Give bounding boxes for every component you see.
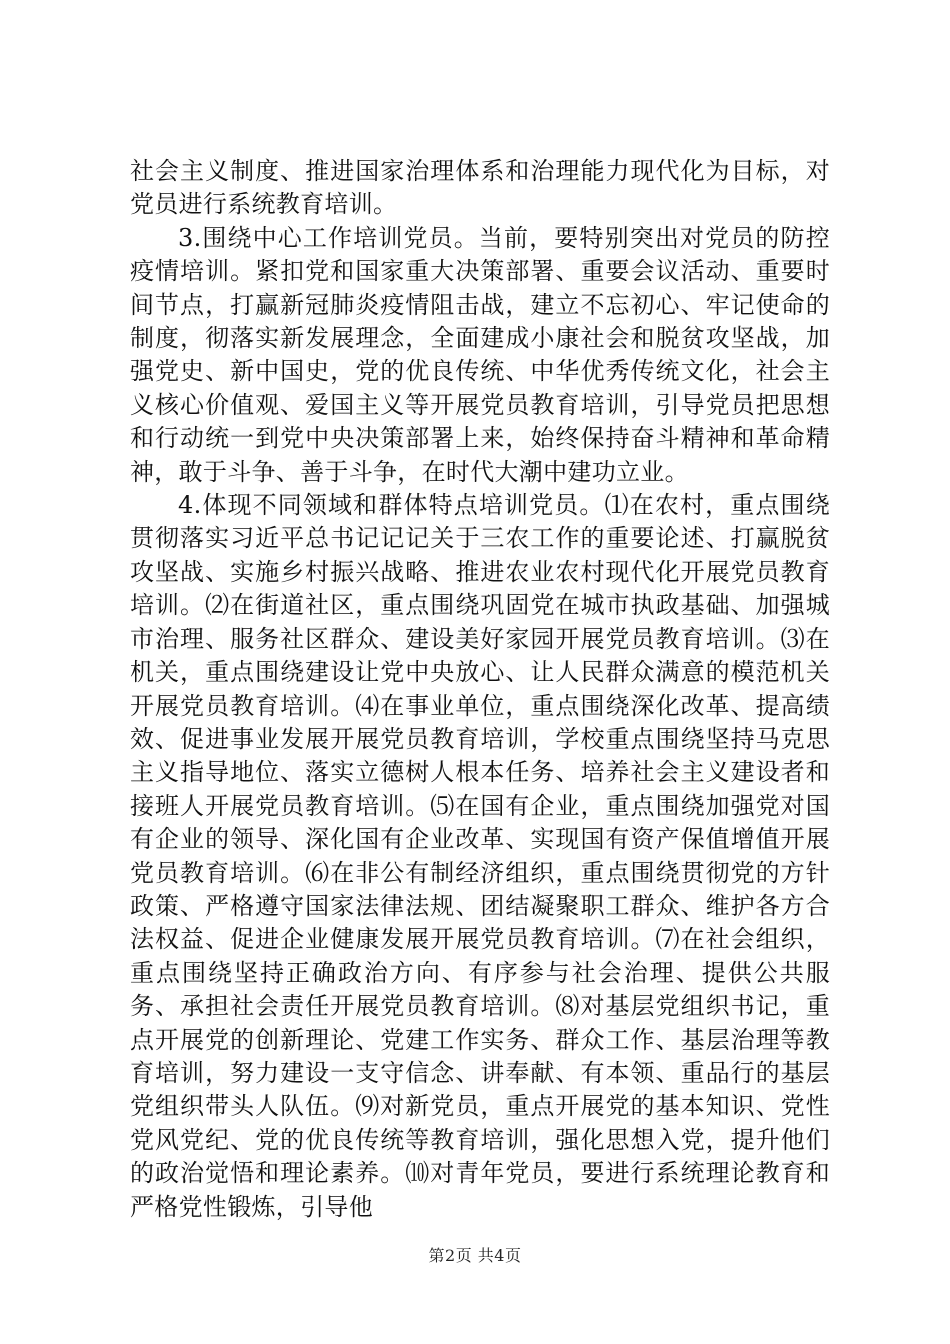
document-body <box>130 155 830 1224</box>
paragraph-item-4: 4.体现不同领域和群体特点培训党员。⑴在农村，重点围绕贯彻落实习近平总书记记记关于三农工作的重要论述、打赢脱贫攻坚战、实施乡村振兴战略、推进农业农村现代化开展党员教育培训。⑵在街道社区，重点围绕巩固党在城市执政基础、加强城市治理、服务社区群众、建设美好家园开展党员教育培训。⑶在机关，重点围绕建设让党中央放心、让人民群众满意的模范机关开展党员教育培训。⑷在事业单位，重点围绕深化改革、提高绩效、促进事业发展开展党员教育培训，学校重点围绕坚持马克思主义指导地位、落实立德树人根本任务、培养社会主义建设者和接班人开展党员教育培训。⑸在国有企业，重点围绕加强党对国有企业的领导、深化国有企业改革、实现国有资产保值增值开展党员教育培训。⑹在非公有制经济组织，重点围绕贯彻党的方针政策、严格遵守国家法律法规、团结凝聚职工群众、维护各方合法权益、促进企业健康发展开展党员教育培训。⑺在社会组织，重点围绕坚持正确政治方向、有序参与社会治理、提供公共服务、承担社会责任开展党员教育培训。⑻对基层党组织书记，重点开展党的创新理论、党建工作实务、群众工作、基层治理等教育培训，努力建设一支守信念、讲奉献、有本领、重品行的基层党组织带头人队伍。⑼对新党员，重点开展党的基本知识、党性党风党纪、党的优良传统等教育培训，强化思想入党，提升他们的政治觉悟和理论素养。⑽对青年党员，要进行系统理论教育和严格党性锻炼，引导他 <box>130 491 830 1221</box>
paragraph-continuation: 社会主义制度、推进国家治理体系和治理能力现代化为目标，对党员进行系统教育培训。 <box>130 157 830 219</box>
paragraph-item-3: 3.围绕中心工作培训党员。当前，要特别突出对党员的防控疫情培训。紧扣党和国家重大决策部署、重要会议活动、重要时间节点，打赢新冠肺炎疫情阻击战，建立不忘初心、牢记使命的制度，彻落实新发展理念，全面建成小康社会和脱贫攻坚战，加强党史、新中国史，党的优良传统、中华优秀传统文化，社会主义核心价值观、爱国主义等开展党员教育培训，引导党员把思想和行动统一到党中央决策部署上来，始终保持奋斗精神和革命精神，敢于斗争、善于斗争，在时代大潮中建功立业。 <box>130 223 830 486</box>
page-number-footer: 第2页 共4页 <box>428 1246 522 1265</box>
